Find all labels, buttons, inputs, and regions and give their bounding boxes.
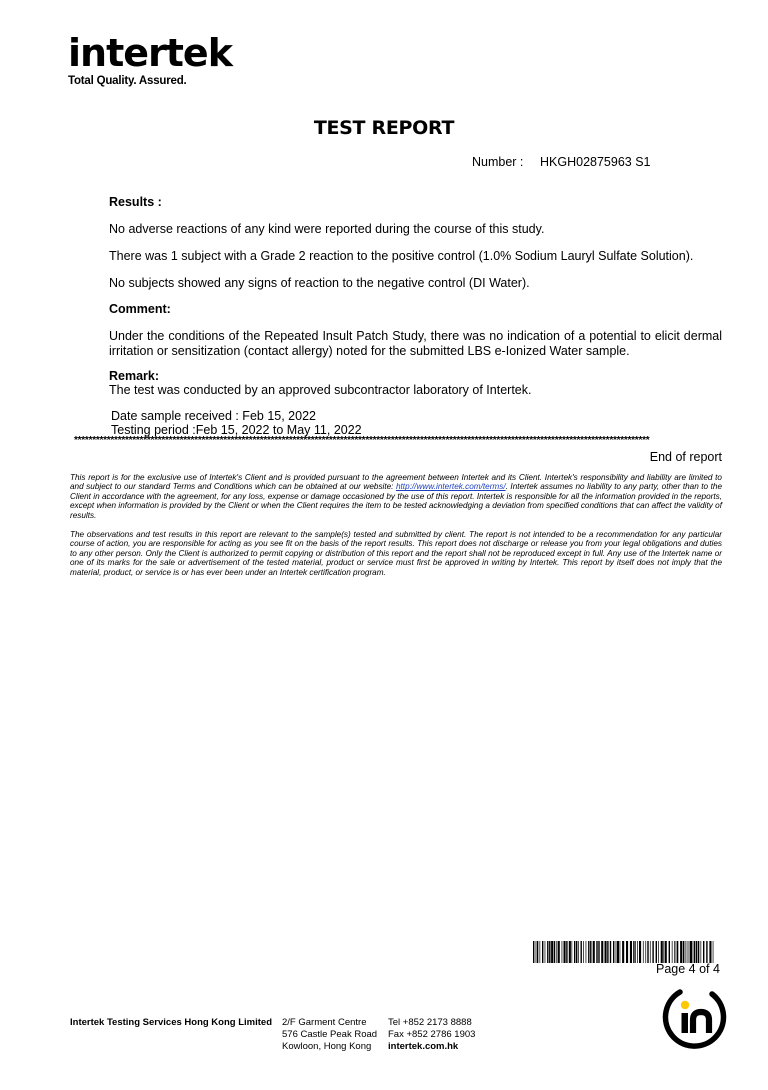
barcode-bar (620, 941, 621, 963)
barcode-bar (596, 941, 597, 963)
barcode-bar (637, 941, 638, 963)
barcode-icon (533, 941, 714, 963)
barcode-bar (703, 941, 704, 963)
barcode-bar (633, 941, 634, 963)
barcode-bar (551, 941, 553, 963)
testing-period: Testing period :Feb 15, 2022 to May 11, 2022 (111, 423, 362, 437)
barcode-bar (709, 941, 711, 963)
barcode-bar (537, 941, 538, 963)
report-number-value: HKGH02875963 S1 (540, 155, 651, 169)
barcode-bar (683, 941, 684, 963)
result-item: There was 1 subject with a Grade 2 reaction to the positive control (1.0% Sodium Lauryl Sulfate Solution). (109, 249, 694, 263)
results-heading: Results : (109, 195, 162, 209)
barcode-bar (713, 941, 714, 963)
disclaimer-paragraph-2: The observations and test results in this report are relevant to the sample(s) tested and submitted by client. The report is not intended to be a recommendation for any particular course of action, you are responsible for acting as you see fit on the basis of the report results. This report does not discharge or release you from your legal obligations and duties to any other person. Only the Client is authorized to permit copying or distribution of this report and the report shall not be reproduced except in full. Any use of the Intertek name or one of its marks for the sale or advertisement of the tested material, product or service must first be approved in writing by Intertek. This report by itself does not imply that the material, product, or service is or has ever been under an Intertek certification program. (70, 530, 722, 577)
barcode-bar (556, 941, 557, 963)
barcode-bar (588, 941, 589, 963)
barcode-bar (680, 941, 682, 963)
barcode-bar (617, 941, 619, 963)
barcode-bar (701, 941, 702, 963)
logo-wordmark: intertek (68, 31, 232, 75)
barcode-bar (690, 941, 692, 963)
barcode-bar (645, 941, 646, 963)
result-item: No subjects showed any signs of reaction to the negative control (DI Water). (109, 276, 530, 290)
separator-line: ************************************************************************************************************************************************************** (74, 436, 650, 446)
footer-company: Intertek Testing Services Hong Kong Limited (70, 1017, 272, 1028)
barcode-bar (663, 941, 664, 963)
logo-tagline: Total Quality. Assured. (68, 75, 187, 87)
barcode-bar (656, 941, 657, 963)
footer-contact (388, 1017, 475, 1053)
barcode-bar (558, 941, 560, 963)
barcode-bar (652, 941, 653, 963)
barcode-bar (545, 941, 546, 963)
disclaimer-text: . Intertek assumes no liability to any party, other than to the Client in accordance with the agreement, for any loss, expense or damage occasioned by the use of this report. Intertek is responsible for all the information provided in the reports, except when information is provided by the Client or when the Client requires the item to be tested acknowledging a deviation from specified conditions that can affect the validity of results. (70, 482, 722, 520)
barcode-bar (647, 941, 648, 963)
footer-address-line: Kowloon, Hong Kong (282, 1041, 372, 1052)
barcode-bar (639, 941, 641, 963)
intertek-logo (68, 31, 232, 87)
result-item: No adverse reactions of any kind were reported during the course of this study. (109, 222, 545, 236)
barcode-bar (578, 941, 579, 963)
barcode-bar (669, 941, 670, 963)
barcode-bar (635, 941, 636, 963)
barcode-bar (677, 941, 678, 963)
barcode-bar (547, 941, 548, 963)
barcode-bar (566, 941, 567, 963)
barcode-bar (694, 941, 695, 963)
barcode-bar (605, 941, 607, 963)
page-number: Page 4 of 4 (656, 962, 720, 976)
footer-address (282, 1017, 377, 1053)
remark-text: The test was conducted by an approved subcontractor laboratory of Intertek. (109, 383, 532, 397)
barcode-bar (685, 941, 686, 963)
barcode-bar (533, 941, 534, 963)
date-received: Date sample received : Feb 15, 2022 (111, 409, 316, 423)
report-number-label: Number : (472, 155, 524, 169)
barcode-bar (599, 941, 600, 963)
footer-tel: Tel +852 2173 8888 (388, 1017, 472, 1028)
barcode-bar (698, 941, 699, 963)
barcode-bar (665, 941, 667, 963)
barcode-bar (554, 941, 555, 963)
barcode-bar (674, 941, 675, 963)
barcode-bar (672, 941, 673, 963)
barcode-bar (583, 941, 584, 963)
barcode-bar (622, 941, 624, 963)
end-of-report: End of report (649, 450, 722, 464)
barcode-bar (593, 941, 595, 963)
barcode-bar (676, 941, 677, 963)
barcode-bar (601, 941, 603, 963)
barcode-bar (616, 941, 617, 963)
report-number (472, 155, 651, 169)
barcode-bar (689, 941, 690, 963)
barcode-bar (687, 941, 688, 963)
barcode-bar (590, 941, 591, 963)
barcode-bar (581, 941, 582, 963)
footer-address-line: 2/F Garment Centre (282, 1017, 367, 1028)
footer-address-line: 576 Castle Peak Road (282, 1029, 378, 1040)
barcode-bar (549, 941, 550, 963)
barcode-bar (576, 941, 577, 963)
barcode-bar (586, 941, 587, 963)
barcode-bar (626, 941, 628, 963)
barcode-bar (572, 941, 573, 963)
intertek-in-circle-icon (660, 982, 728, 1050)
barcode-bar (574, 941, 575, 963)
barcode-bar (562, 941, 563, 963)
barcode-bar (658, 941, 659, 963)
barcode-bar (693, 941, 694, 963)
barcode-bar (542, 941, 543, 963)
disclaimer-paragraph-1 (70, 473, 722, 520)
barcode-bar (540, 941, 541, 963)
footer-fax: Fax +852 2786 1903 (388, 1029, 476, 1040)
remark-heading: Remark: (109, 369, 160, 383)
terms-link[interactable]: http://www.intertek.com/terms/ (395, 482, 506, 492)
barcode-bar (564, 941, 566, 963)
barcode-bar (706, 941, 707, 963)
barcode-bar (643, 941, 644, 963)
barcode-bar (597, 941, 598, 963)
barcode-bar (696, 941, 697, 963)
barcode-bar (661, 941, 663, 963)
barcode-bar (630, 941, 632, 963)
barcode-bar (569, 941, 571, 963)
comment-heading: Comment: (109, 302, 171, 316)
page-title: TEST REPORT (313, 117, 455, 139)
barcode-bar (613, 941, 614, 963)
comment-text: Under the conditions of the Repeated Insult Patch Study, there was no indication of a potential to elicit dermal irritation or sensitization (contact allergy) noted for the submitted LBS e-Ionized Water sample. (109, 329, 722, 358)
barcode-bar (607, 941, 608, 963)
footer-website[interactable]: intertek.com.hk (388, 1041, 459, 1052)
disclaimer-text: This report is for the exclusive use of Intertek's Client and is provided pursuant to the agreement between Intertek and its Client. Intertek's responsibility and liability are limited to and subject to our standard Terms and Conditions which can be obtained at our website: (70, 473, 722, 492)
barcode-bar (536, 941, 537, 963)
barcode-bar (650, 941, 651, 963)
barcode-bar (610, 941, 611, 963)
